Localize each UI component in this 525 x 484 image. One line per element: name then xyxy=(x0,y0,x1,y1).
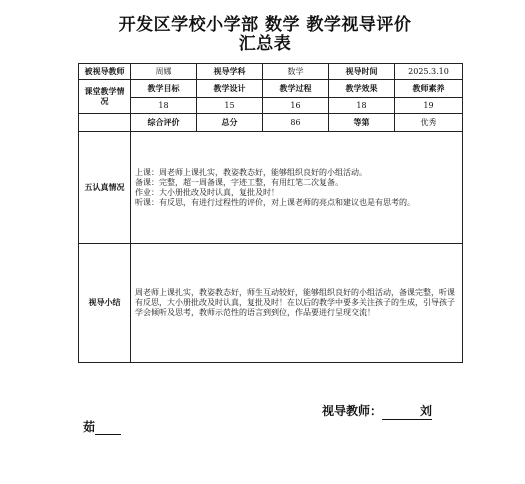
title-line-2: 汇总表 xyxy=(238,34,292,54)
supervisor-signature-line xyxy=(322,402,432,420)
summary-row xyxy=(79,114,463,132)
five-section-row xyxy=(79,132,463,244)
score-cell: 15 xyxy=(197,98,263,114)
evaluation-table xyxy=(78,63,463,363)
criteria-item: 教学目标 xyxy=(131,80,197,98)
supervisor-name-part1: 刘 xyxy=(382,402,432,420)
subject-value: 数学 xyxy=(263,64,329,80)
total-value: 86 xyxy=(263,114,329,132)
teacher-value: 周娜 xyxy=(131,64,197,80)
criteria-item: 教学过程 xyxy=(263,80,329,98)
score-cell: 16 xyxy=(263,98,329,114)
five-section-label: 五认真情况 xyxy=(79,132,131,244)
page-title xyxy=(60,16,470,54)
grade-label: 等第 xyxy=(329,114,395,132)
scores-row xyxy=(79,98,463,114)
score-cell: 18 xyxy=(329,98,395,114)
subject-label: 视导学科 xyxy=(197,64,263,80)
date-value: 2025.3.10 xyxy=(395,64,463,80)
signature-underline xyxy=(95,434,121,435)
summary-section-label: 视导小结 xyxy=(79,244,131,363)
grade-value: 优秀 xyxy=(395,114,463,132)
total-label: 总分 xyxy=(197,114,263,132)
criteria-item: 教学设计 xyxy=(197,80,263,98)
overall-label: 综合评价 xyxy=(131,114,197,132)
title-line-1: 开发区学校小学部 数学 教学视导评价 xyxy=(118,15,412,35)
summary-section-row xyxy=(79,244,463,363)
criteria-row xyxy=(79,80,463,98)
info-row xyxy=(79,64,463,80)
criteria-item: 教学效果 xyxy=(329,80,395,98)
date-label: 视导时间 xyxy=(329,64,395,80)
criteria-label: 课堂教学情况 xyxy=(79,80,131,114)
supervisor-name-part2: 茹 xyxy=(83,420,96,434)
supervisor-name-continued xyxy=(83,418,121,435)
five-section-text: 上课：周老师上课扎实，教姿教态好，能够组织良好的小组活动。 备课：完整，超一周备课，字迹工整，有用红笔二次复备。 作业：大小册批改及时认真，复批及时！ 听课：有反思，有进行过程性的评价，对上课老师的亮点和建议也是有思考的。 xyxy=(131,132,463,244)
teacher-label: 被视导教师 xyxy=(79,64,131,80)
summary-blank xyxy=(79,114,131,132)
criteria-item: 教师素养 xyxy=(395,80,463,98)
summary-section-text: 周老师上课扎实，教姿教态好，师生互动较好，能够组织良好的小组活动，备课完整，听课有反思，大小册批改及时认真，复批及时！在以后的教学中要多关注孩子的生成，引导孩子学会倾听及思考，教师示范性的语言到到位，作品要进行呈现交流！ xyxy=(131,244,463,363)
score-cell: 19 xyxy=(395,98,463,114)
supervisor-label: 视导教师： xyxy=(322,404,383,418)
score-cell: 18 xyxy=(131,98,197,114)
